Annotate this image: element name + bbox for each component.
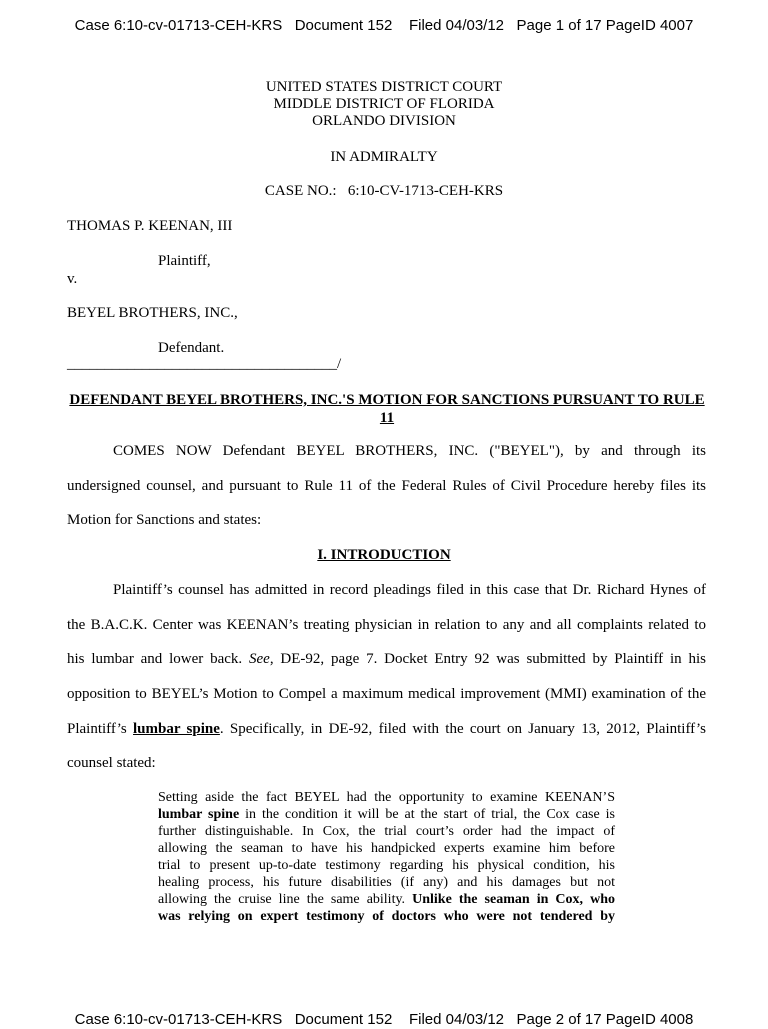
quote-line-8 xyxy=(158,908,615,925)
court-district: MIDDLE DISTRICT OF FLORIDA xyxy=(273,96,495,112)
quote-line-7-bold: Unlike the seaman in Cox, who xyxy=(412,892,615,907)
intro-line-2: undersigned counsel, and pursuant to Rule 11 of the Federal Rules of Civil Procedure hereby files its xyxy=(67,477,706,494)
citation-signal: See xyxy=(249,651,270,668)
court-caption xyxy=(0,79,768,130)
body-paragraph xyxy=(67,581,706,789)
body-line-5 xyxy=(67,720,706,755)
body-line-4: opposition to BEYEL’s Motion to Compel a maximum medical improvement (MMI) examination of the xyxy=(67,686,706,703)
defendant-label: Defendant. xyxy=(158,340,225,356)
quote-line-7-plain: allowing the cruise line the same ability. xyxy=(158,892,413,907)
body-line-5-end: . Specifically, in DE-92, filed with the court on January 13, 2012, Plaintiff’s xyxy=(219,720,706,737)
quote-line-3: further distinguishable. In Cox, the trial court’s order had the impact of xyxy=(158,824,615,839)
case-number: CASE NO.: 6:10-CV-1713-CEH-KRS xyxy=(264,183,504,199)
quote-line-8-bold: was relying on expert testimony of doctors who were not tendered by xyxy=(158,909,615,924)
quote-line-5: trial to present up-to-date testimony regarding his physical condition, his xyxy=(158,858,615,873)
quote-line-2 xyxy=(158,806,615,823)
plaintiff-name: THOMAS P. KEENAN, III xyxy=(67,218,233,234)
intro-paragraph xyxy=(67,442,706,546)
quote-line-2-rest: in the condition it will be at the start of trial, the Cox case is xyxy=(239,807,615,822)
page-header-top: Case 6:10-cv-01713-CEH-KRS Document 152 Filed 04/03/12 Page 1 of 17 PageID 4007 xyxy=(74,17,694,34)
plaintiff-label: Plaintiff, xyxy=(158,253,211,269)
section-heading: I. INTRODUCTION xyxy=(317,547,451,563)
motion-title: DEFENDANT BEYEL BROTHERS, INC.'S MOTION FOR SANCTIONS PURSUANT TO RULE 11 xyxy=(69,392,705,426)
court-name: UNITED STATES DISTRICT COURT xyxy=(265,79,503,95)
body-line-3-end: , DE-92, page 7. Docket Entry 92 was submitted by Plaintiff in his xyxy=(269,651,706,668)
intro-line-1: COMES NOW Defendant BEYEL BROTHERS, INC. ("BEYEL"), by and through its xyxy=(113,443,706,459)
versus-label: v. xyxy=(67,271,78,287)
page-header-bottom: Case 6:10-cv-01713-CEH-KRS Document 152 Filed 04/03/12 Page 2 of 17 PageID 4008 xyxy=(74,1011,694,1028)
body-line-1: Plaintiff’s counsel has admitted in record pleadings filed in this case that Dr. Richard Hynes of xyxy=(113,582,706,598)
quote-line-6: healing process, his future disabilities (if any) and his damages but not xyxy=(158,875,615,890)
body-line-6: counsel stated: xyxy=(67,755,156,772)
quote-line-4: allowing the seaman to have his handpicked experts examine him before xyxy=(158,841,615,856)
body-line-5-start: Plaintiff’s xyxy=(67,720,127,737)
body-line-3 xyxy=(67,650,706,685)
block-quote xyxy=(158,789,615,925)
admiralty-label: IN ADMIRALTY xyxy=(330,149,438,165)
intro-line-3: Motion for Sanctions and states: xyxy=(67,512,262,529)
lumbar-spine-emphasis: lumbar spine xyxy=(133,720,220,737)
quote-bold-lumbar: lumbar spine xyxy=(158,807,240,822)
quote-line-7 xyxy=(158,891,615,908)
court-division: ORLANDO DIVISION xyxy=(312,113,456,129)
body-line-3-start: his lumbar and lower back. xyxy=(67,651,243,668)
signature-line: ____________________________________/ xyxy=(67,356,342,372)
quote-line-1: Setting aside the fact BEYEL had the opportunity to examine KEENAN’S xyxy=(158,790,615,805)
body-line-2: the B.A.C.K. Center was KEENAN’s treating physician in relation to any and all complaints related to xyxy=(67,616,706,633)
defendant-name: BEYEL BROTHERS, INC., xyxy=(67,305,238,321)
